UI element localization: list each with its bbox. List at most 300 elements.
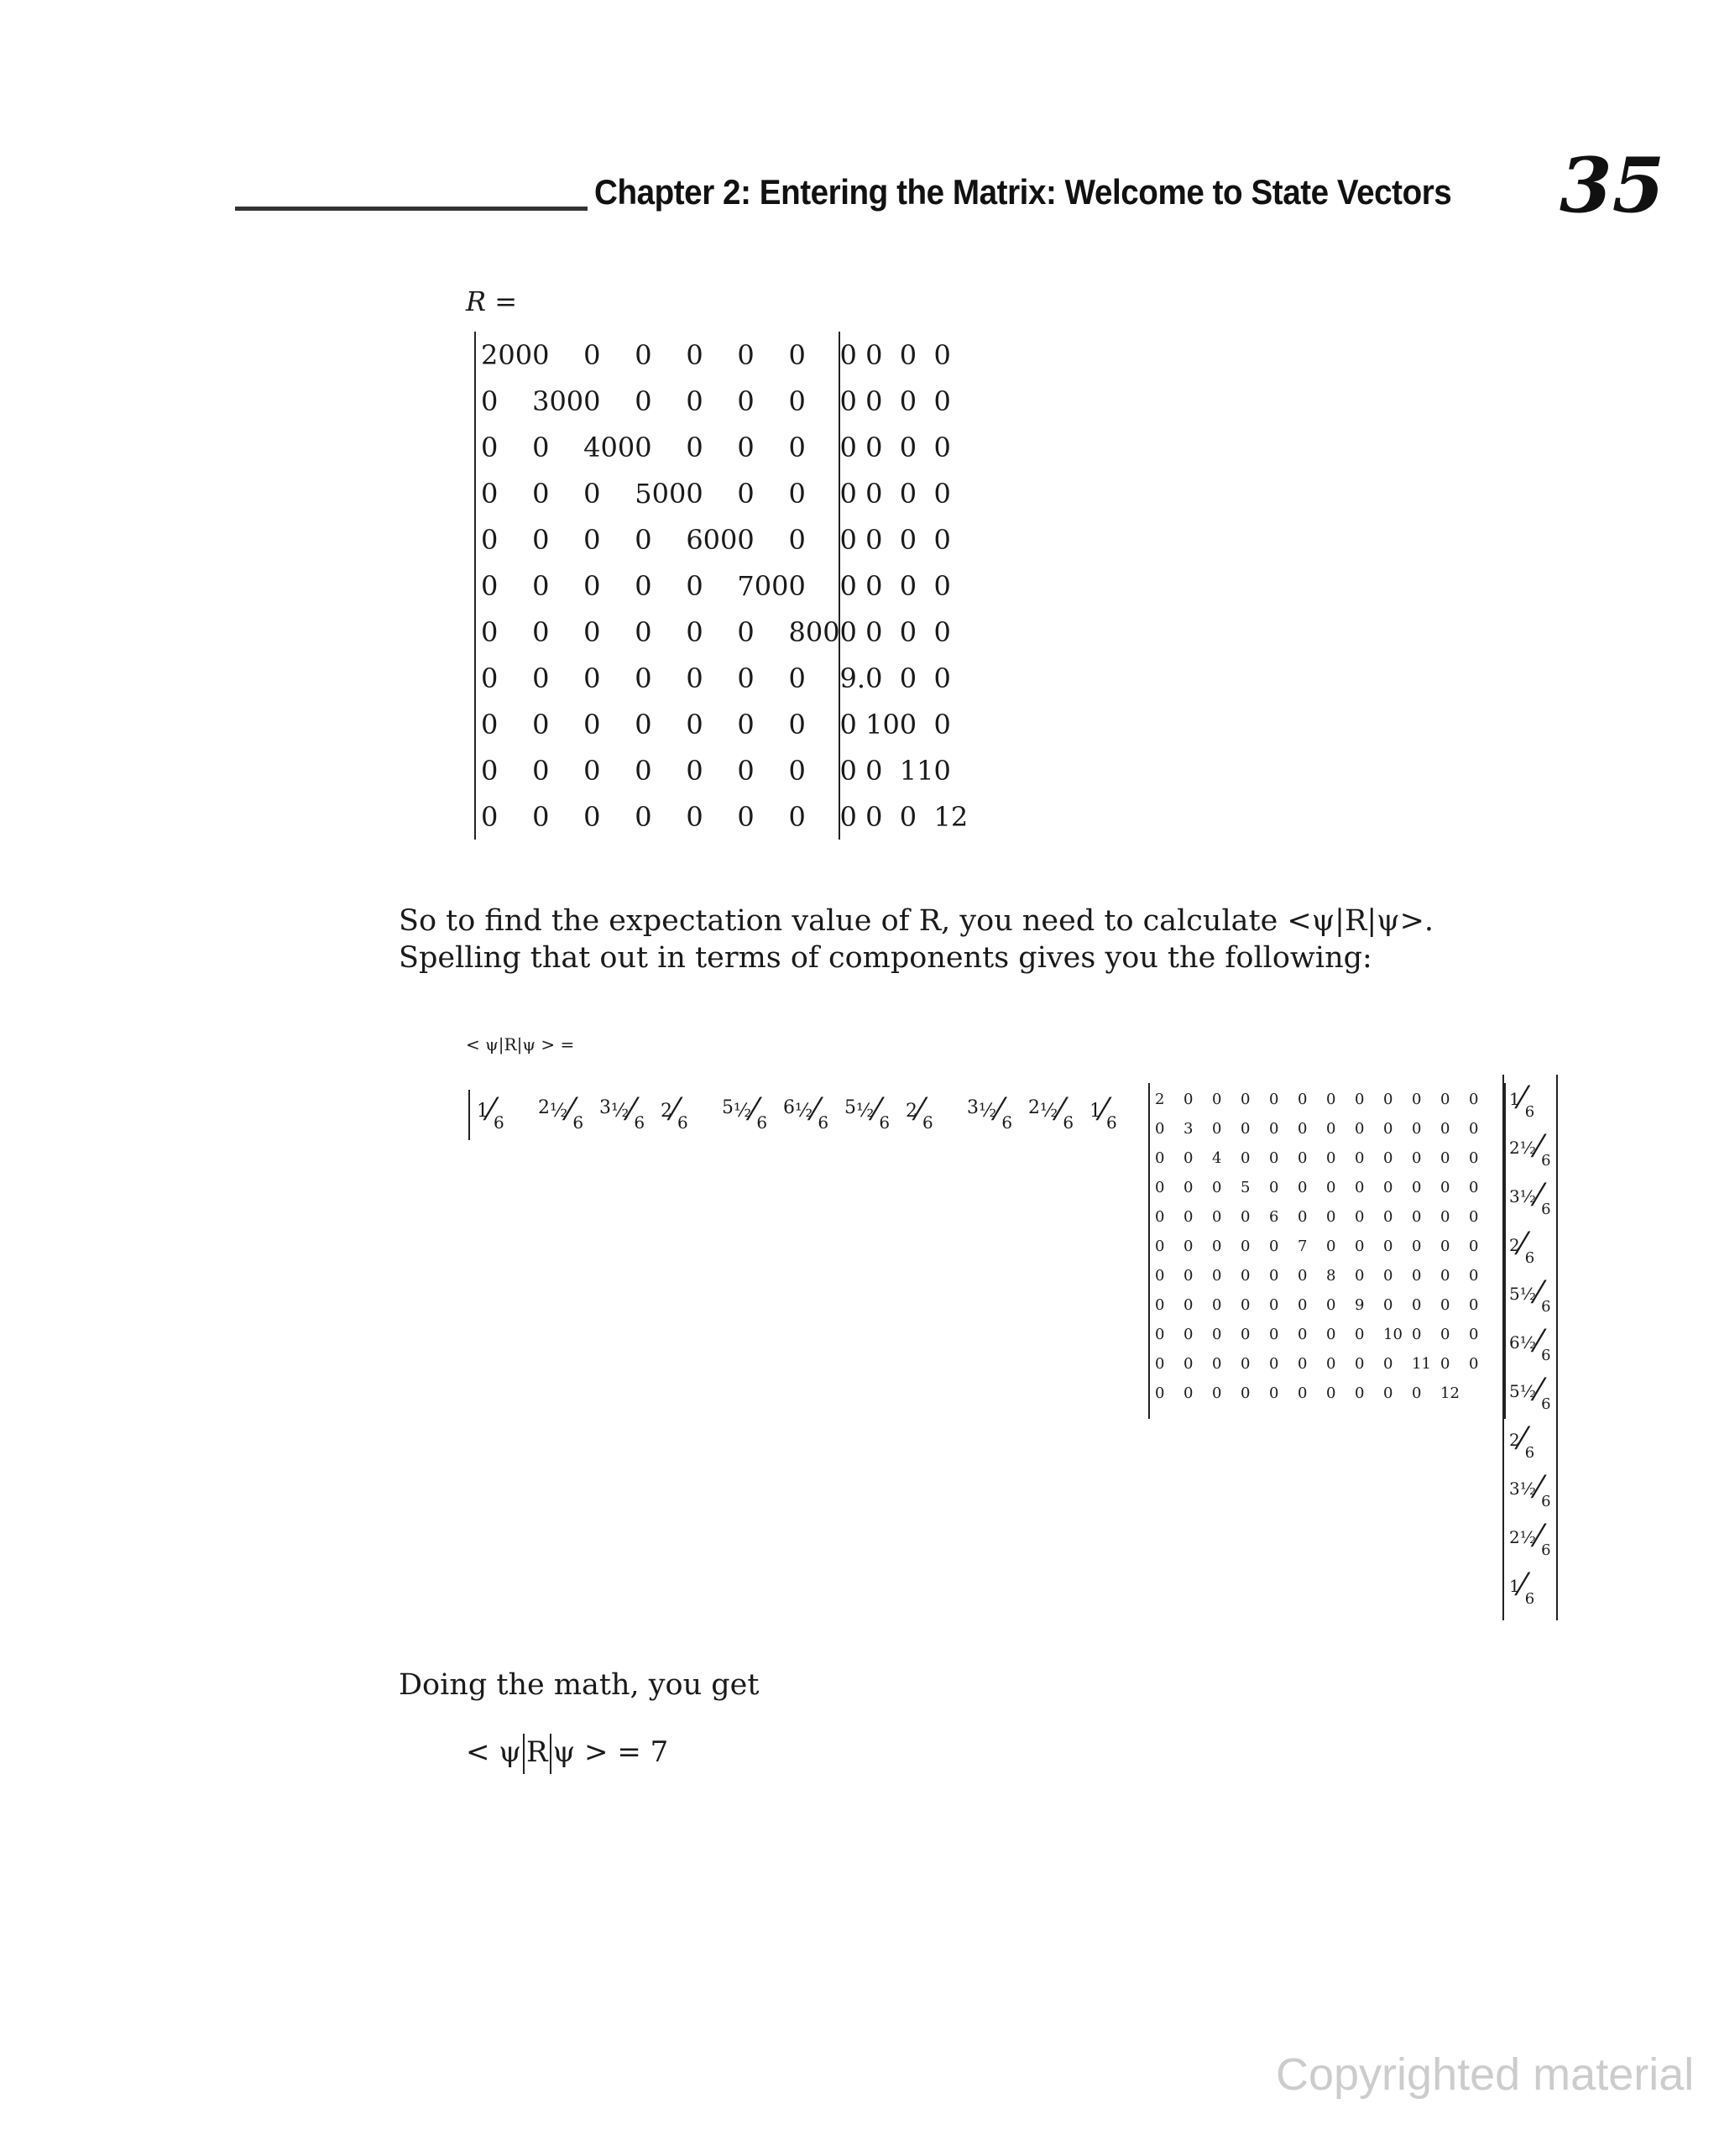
matrix-r-cell: 0 xyxy=(635,385,652,417)
bra-fraction-den: 6 xyxy=(1106,1112,1117,1133)
matrix-diagonal-cell: 0 xyxy=(1183,1384,1194,1402)
matrix-diagonal-cell: 0 xyxy=(1326,1384,1336,1402)
matrix-r-cell: 10 xyxy=(865,708,900,740)
matrix-diagonal-cell: 0 xyxy=(1269,1238,1279,1255)
matrix-r-cell: 0 xyxy=(788,477,806,510)
matrix-diagonal-cell: 0 xyxy=(1212,1238,1222,1255)
matrix-diagonal-cell: 10 xyxy=(1383,1326,1403,1343)
matrix-r-cell: 0 xyxy=(865,385,883,417)
matrix-diagonal-cell: 0 xyxy=(1241,1091,1251,1108)
matrix-r-cell: 0 xyxy=(899,615,917,648)
ket-fraction xyxy=(1509,1370,1551,1413)
matrix-diagonal-cell: 0 xyxy=(1269,1326,1279,1343)
matrix-diagonal-row xyxy=(1155,1202,1497,1232)
bra-fraction-num: 2 xyxy=(661,1101,672,1122)
ket-fraction-den: 6 xyxy=(1541,1201,1551,1218)
ket-fraction-slash: ⁄ xyxy=(1519,1422,1525,1457)
bra-fraction xyxy=(538,1090,584,1133)
ket-fraction-num: ½ xyxy=(1519,1527,1537,1547)
ket-fraction-num: 1 xyxy=(1509,1576,1520,1596)
matrix-r-cell: 200 xyxy=(481,338,533,371)
matrix-diagonal-cell: 0 xyxy=(1269,1384,1279,1402)
result-lhs: < ψ xyxy=(466,1735,521,1769)
matrix-r-cell: 0 xyxy=(583,708,601,740)
matrix-r-cell: 0 xyxy=(481,477,499,510)
bra-fraction-num: ½ xyxy=(979,1101,997,1122)
matrix-r-cell: 0 xyxy=(481,523,499,556)
matrix-r-cell: 0 xyxy=(583,800,601,833)
matrix-r-cell: 0 xyxy=(899,385,917,417)
matrix-diagonal-row xyxy=(1155,1114,1497,1143)
matrix-r-cell: 0 xyxy=(737,385,755,417)
ket-fraction-whole: 5 xyxy=(1509,1381,1520,1401)
matrix-r-cell: 0 xyxy=(933,615,951,648)
ket-fraction-den: 6 xyxy=(1524,1444,1535,1462)
bra-fraction xyxy=(661,1090,688,1133)
bra-fraction xyxy=(477,1090,504,1133)
matrix-r-row xyxy=(481,609,968,655)
matrix-r-cell: 0 xyxy=(635,569,652,602)
matrix-r-cell: 0 xyxy=(839,615,857,648)
bra-fraction xyxy=(1089,1090,1117,1133)
matrix-diagonal-cell: 0 xyxy=(1469,1120,1479,1138)
bra-fraction-num: ½ xyxy=(611,1101,630,1122)
matrix-r-cell: 0 xyxy=(865,569,883,602)
matrix-r-cell: 0 xyxy=(865,431,883,463)
matrix-diagonal-cell: 0 xyxy=(1469,1208,1479,1226)
bra-fraction xyxy=(967,1090,1013,1133)
matrix-diagonal-row xyxy=(1155,1261,1497,1290)
matrix-diagonal-row xyxy=(1155,1232,1497,1261)
matrix-r-cell: 300 xyxy=(532,385,584,417)
matrix-r-cell: 0 xyxy=(933,431,951,463)
ket-fraction-den: 6 xyxy=(1541,1493,1551,1510)
matrix-diagonal-cell: 0 xyxy=(1326,1296,1336,1314)
bra-fraction-whole: 2 xyxy=(1028,1097,1040,1118)
ket-fraction xyxy=(1509,1224,1535,1267)
matrix-r-label: R = xyxy=(466,285,518,317)
matrix-r-cell: 0 xyxy=(635,431,652,463)
matrix-r-cell: 0 xyxy=(933,569,951,602)
matrix-diagonal-cell: 0 xyxy=(1383,1091,1393,1108)
matrix-r-cell: 0 xyxy=(933,662,951,694)
matrix-r-cell: 0 xyxy=(899,338,917,371)
matrix-r-cell: 0 xyxy=(635,662,652,694)
matrix-r-cell: 0 xyxy=(788,800,806,833)
matrix-r-cell: 0 xyxy=(532,708,550,740)
matrix-diagonal-cell: 0 xyxy=(1155,1296,1165,1314)
ket-fraction-num: 1 xyxy=(1509,1089,1520,1109)
matrix-r-cell: 11 xyxy=(899,754,934,787)
matrix-r-cell: 0 xyxy=(899,800,917,833)
matrix-diagonal-cell: 0 xyxy=(1155,1267,1165,1285)
matrix-diagonal-cell: 0 xyxy=(1383,1384,1393,1402)
ket-fraction-num: ½ xyxy=(1519,1381,1537,1401)
bra-fraction-whole: 3 xyxy=(599,1097,611,1118)
result-bar-2 xyxy=(550,1734,551,1774)
matrix-diagonal-cell: 0 xyxy=(1469,1091,1479,1108)
matrix-r-cell: 0 xyxy=(532,662,550,694)
ket-fraction xyxy=(1509,1273,1551,1316)
header-rule xyxy=(235,207,588,211)
ket-fraction-num: ½ xyxy=(1519,1478,1537,1499)
matrix-r-cell: 0 xyxy=(686,662,703,694)
matrix-diagonal-cell: 0 xyxy=(1241,1149,1251,1167)
matrix-r-cell: 0 xyxy=(583,615,601,648)
matrix-diagonal-row xyxy=(1155,1379,1497,1408)
matrix-diagonal-cell: 0 xyxy=(1326,1355,1336,1373)
bra-fraction xyxy=(1028,1090,1074,1133)
ket-fraction xyxy=(1509,1468,1551,1510)
matrix-diagonal-cell: 0 xyxy=(1355,1384,1365,1402)
matrix-r-row xyxy=(481,424,968,470)
matrix-r-cell: 9. xyxy=(839,662,866,694)
matrix-r-cell: 0 xyxy=(899,708,917,740)
ket-fraction-den: 6 xyxy=(1541,1298,1551,1316)
matrix-diagonal-cell: 0 xyxy=(1412,1267,1422,1285)
matrix-diagonal-cell: 0 xyxy=(1383,1296,1393,1314)
matrix-r-cell: 0 xyxy=(839,338,857,371)
matrix-diagonal-cell: 0 xyxy=(1269,1267,1279,1285)
matrix-diagonal-cell: 0 xyxy=(1269,1149,1279,1167)
result-bar-1 xyxy=(523,1734,525,1774)
matrix-diagonal-row xyxy=(1155,1085,1497,1114)
matrix-r-cell: 0 xyxy=(839,385,857,417)
matrix-r-table xyxy=(481,332,968,840)
matrix-r-row xyxy=(481,563,968,609)
ket-fraction-den: 6 xyxy=(1524,1103,1535,1121)
matrix-diagonal-cell: 0 xyxy=(1183,1238,1194,1255)
ket-fraction-num: ½ xyxy=(1519,1332,1537,1353)
matrix-diagonal-cell: 0 xyxy=(1212,1179,1222,1196)
matrix-diagonal-cell: 0 xyxy=(1212,1267,1222,1285)
bra-fraction-num: 1 xyxy=(1089,1101,1101,1122)
matrix-diagonal-cell: 0 xyxy=(1212,1355,1222,1373)
matrix-diagonal-cell: 0 xyxy=(1183,1179,1194,1196)
bra-fraction-slash: ⁄ xyxy=(629,1093,635,1128)
matrix-r-row xyxy=(481,470,968,516)
matrix-diagonal-cell: 0 xyxy=(1298,1208,1308,1226)
matrix-diagonal-cell: 0 xyxy=(1355,1149,1365,1167)
chapter-title: Chapter 2: Entering the Matrix: Welcome to State Vectors xyxy=(594,172,1452,212)
matrix-r-cell: 0 xyxy=(635,338,652,371)
bra-fraction-den: 6 xyxy=(572,1112,584,1133)
matrix-diagonal-cell: 0 xyxy=(1440,1267,1450,1285)
matrix-diagonal-cell: 11 xyxy=(1412,1355,1431,1373)
page-number: 35 xyxy=(1560,141,1665,230)
matrix-diagonal-cell: 0 xyxy=(1183,1267,1194,1285)
bra-fraction xyxy=(722,1090,768,1133)
matrix-diagonal-cell: 2 xyxy=(1155,1091,1165,1108)
matrix-diagonal-cell: 0 xyxy=(1298,1091,1308,1108)
ket-fraction-slash: ⁄ xyxy=(1536,1130,1542,1164)
matrix-r-row xyxy=(481,378,968,424)
ket-fraction-num: ½ xyxy=(1519,1186,1537,1206)
matrix-r-cell: 0 xyxy=(737,431,755,463)
matrix-r-cell: 800 xyxy=(788,615,840,648)
ket-vector xyxy=(1502,1075,1558,1620)
bra-fraction-num: ½ xyxy=(550,1101,568,1122)
matrix-diagonal-cell: 0 xyxy=(1355,1355,1365,1373)
matrix-diagonal-cell: 0 xyxy=(1241,1267,1251,1285)
matrix-r-cell: 0 xyxy=(737,523,755,556)
matrix-diagonal-cell: 0 xyxy=(1440,1149,1450,1167)
bra-fraction-den: 6 xyxy=(756,1112,768,1133)
matrix-r-cell: 600 xyxy=(686,523,738,556)
matrix-r-cell: 0 xyxy=(788,754,806,787)
matrix-r-cell: 0 xyxy=(532,338,550,371)
matrix-diagonal-cell: 0 xyxy=(1241,1120,1251,1138)
matrix-r-cell: 0 xyxy=(899,662,917,694)
bra-fraction-num: 1 xyxy=(477,1101,489,1122)
matrix-r-cell: 0 xyxy=(788,569,806,602)
matrix-r-cell: 0 xyxy=(686,477,703,510)
matrix-r-row xyxy=(481,793,968,840)
matrix-r-row xyxy=(481,701,968,747)
matrix-r-cell: 0 xyxy=(788,523,806,556)
bra-fraction-whole: 3 xyxy=(967,1097,979,1118)
matrix-r-cell: 0 xyxy=(933,523,951,556)
bra-fraction-whole: 5 xyxy=(844,1097,856,1118)
matrix-diagonal-cell: 0 xyxy=(1212,1208,1222,1226)
matrix-r-cell: 0 xyxy=(686,338,703,371)
matrix-diagonal-cell: 0 xyxy=(1383,1179,1393,1196)
matrix-r-cell: 0 xyxy=(686,569,703,602)
matrix-r-cell: 0 xyxy=(899,523,917,556)
ket-fraction-whole: 2 xyxy=(1509,1138,1520,1158)
matrix-r-cell: 0 xyxy=(481,569,499,602)
matrix-diagonal-cell: 0 xyxy=(1241,1355,1251,1373)
matrix-diagonal-cell: 0 xyxy=(1183,1296,1194,1314)
matrix-diagonal-cell: 0 xyxy=(1326,1120,1336,1138)
matrix-r-cell: 0 xyxy=(686,800,703,833)
matrix-diagonal-cell: 0 xyxy=(1326,1238,1336,1255)
matrix-diagonal-cell: 0 xyxy=(1212,1091,1222,1108)
bra-fraction-num: 2 xyxy=(906,1101,917,1122)
matrix-r-cell: 0 xyxy=(686,615,703,648)
matrix-diagonal-cell: 0 xyxy=(1440,1238,1450,1255)
ket-fraction-whole: 6 xyxy=(1509,1332,1520,1353)
matrix-diagonal-cell: 0 xyxy=(1326,1179,1336,1196)
bra-fraction-slash: ⁄ xyxy=(489,1093,494,1128)
ket-fraction-slash: ⁄ xyxy=(1536,1471,1542,1505)
ket-fraction-slash: ⁄ xyxy=(1536,1179,1542,1213)
bra-fraction-num: ½ xyxy=(1040,1101,1058,1122)
matrix-r-row xyxy=(481,747,968,793)
matrix-r-cell: 0 xyxy=(839,569,857,602)
matrix-r-cell: 0 xyxy=(686,754,703,787)
matrix-diagonal-cell: 0 xyxy=(1155,1120,1165,1138)
matrix-r-cell: 0 xyxy=(481,708,499,740)
matrix-diagonal-cell: 0 xyxy=(1383,1208,1393,1226)
matrix-r-cell: 0 xyxy=(737,800,755,833)
matrix-r-cell: 0 xyxy=(635,523,652,556)
ket-fraction-slash: ⁄ xyxy=(1519,1568,1525,1603)
matrix-r-cell: 0 xyxy=(532,431,550,463)
matrix-r-cell: 0 xyxy=(737,754,755,787)
matrix-r-cell: 0 xyxy=(481,662,499,694)
bra-fraction xyxy=(844,1090,891,1133)
matrix-r-cell: 0 xyxy=(583,523,601,556)
bra-fraction-num: ½ xyxy=(795,1101,813,1122)
matrix-diagonal-cell: 0 xyxy=(1469,1267,1479,1285)
matrix-diagonal-cell: 0 xyxy=(1298,1296,1308,1314)
matrix-diagonal-cell: 0 xyxy=(1298,1355,1308,1373)
matrix-r-cell: 0 xyxy=(481,431,499,463)
matrix-r-cell: 0 xyxy=(933,477,951,510)
paragraph-result-intro: Doing the math, you get xyxy=(399,1668,760,1702)
matrix-diagonal-cell: 0 xyxy=(1212,1296,1222,1314)
matrix-diagonal-cell: 9 xyxy=(1355,1296,1365,1314)
matrix-diagonal-cell: 0 xyxy=(1412,1296,1422,1314)
matrix-r-cell: 0 xyxy=(583,662,601,694)
matrix-r-cell: 0 xyxy=(686,431,703,463)
matrix-r-cell: 0 xyxy=(788,338,806,371)
bra-fraction-den: 6 xyxy=(1001,1112,1013,1133)
ket-fraction xyxy=(1509,1127,1551,1170)
matrix-r-cell: 0 xyxy=(583,477,601,510)
bra-fraction-whole: 5 xyxy=(722,1097,734,1118)
bra-fraction-slash: ⁄ xyxy=(1058,1093,1063,1128)
matrix-r-cell: 0 xyxy=(839,523,857,556)
matrix-diagonal-cell: 0 xyxy=(1155,1179,1165,1196)
matrix-diagonal-cell: 0 xyxy=(1241,1296,1251,1314)
matrix-diagonal-cell: 0 xyxy=(1212,1120,1222,1138)
ket-fraction-num: 2 xyxy=(1509,1235,1520,1255)
matrix-diagonal-table xyxy=(1155,1085,1497,1408)
bra-fraction-den: 6 xyxy=(634,1112,645,1133)
matrix-diagonal-cell: 0 xyxy=(1183,1208,1194,1226)
matrix-diagonal xyxy=(1148,1083,1506,1419)
matrix-r-cell: 0 xyxy=(635,615,652,648)
matrix-diagonal-cell: 0 xyxy=(1183,1149,1194,1167)
matrix-diagonal-cell: 0 xyxy=(1355,1267,1365,1285)
ket-fraction-den: 6 xyxy=(1541,1395,1551,1413)
matrix-r-cell: 0 xyxy=(635,800,652,833)
matrix-diagonal-cell: 0 xyxy=(1269,1355,1279,1373)
matrix-diagonal-cell: 0 xyxy=(1412,1238,1422,1255)
matrix-r-cell: 0 xyxy=(865,800,883,833)
ket-fraction-den: 6 xyxy=(1524,1590,1535,1608)
matrix-r-cell: 0 xyxy=(933,708,951,740)
matrix-diagonal-row xyxy=(1155,1320,1497,1349)
bra-fraction-den: 6 xyxy=(879,1112,891,1133)
ket-fraction-den: 6 xyxy=(1524,1249,1535,1267)
matrix-r-cell: 0 xyxy=(583,754,601,787)
matrix-diagonal-cell: 8 xyxy=(1326,1267,1336,1285)
matrix-diagonal-cell: 0 xyxy=(1183,1091,1194,1108)
matrix-r-cell: 0 xyxy=(865,338,883,371)
matrix-diagonal-cell: 7 xyxy=(1298,1238,1308,1255)
matrix-r-row xyxy=(481,332,968,378)
matrix-r-cell: 0 xyxy=(583,338,601,371)
ket-fraction-slash: ⁄ xyxy=(1536,1520,1542,1554)
matrix-r-cell: 0 xyxy=(737,338,755,371)
paragraph-expectation: So to find the expectation value of R, you need to calculate <ψ|R|ψ>. Spelling that out in terms of components gives you the following: xyxy=(399,904,1434,975)
matrix-r-cell: 0 xyxy=(788,708,806,740)
matrix-r-cell: 0 xyxy=(583,385,601,417)
matrix-r-cell: 0 xyxy=(865,477,883,510)
matrix-diagonal-cell: 0 xyxy=(1326,1091,1336,1108)
matrix-r-cell: 400 xyxy=(583,431,635,463)
bra-fraction-num: ½ xyxy=(734,1101,752,1122)
matrix-diagonal-cell: 0 xyxy=(1269,1120,1279,1138)
watermark: Copyrighted material xyxy=(1276,2049,1695,2100)
matrix-diagonal-cell: 0 xyxy=(1440,1355,1450,1373)
matrix-r-cell: 0 xyxy=(839,708,857,740)
matrix-diagonal-cell: 0 xyxy=(1183,1355,1194,1373)
ket-fraction-num: ½ xyxy=(1519,1138,1537,1158)
matrix-diagonal-cell: 0 xyxy=(1183,1326,1194,1343)
matrix-diagonal-cell: 0 xyxy=(1155,1384,1165,1402)
matrix-r-cell: 0 xyxy=(865,523,883,556)
result-rhs: ψ > = 7 xyxy=(552,1735,669,1769)
bra-fraction xyxy=(906,1090,933,1133)
ket-fraction-num: 2 xyxy=(1509,1430,1520,1450)
matrix-r-cell: 0 xyxy=(865,754,883,787)
bra-vector xyxy=(468,1090,1146,1140)
ket-fraction-slash: ⁄ xyxy=(1519,1081,1525,1116)
matrix-diagonal-cell: 0 xyxy=(1355,1208,1365,1226)
matrix-diagonal-cell: 0 xyxy=(1383,1267,1393,1285)
expression-label: < ψ|R|ψ > = xyxy=(466,1034,575,1054)
ket-fraction-slash: ⁄ xyxy=(1536,1276,1542,1311)
matrix-r-cell: 0 xyxy=(899,569,917,602)
matrix-diagonal-cell: 0 xyxy=(1412,1179,1422,1196)
bra-fraction-den: 6 xyxy=(1063,1112,1074,1133)
bra-fraction-num: ½ xyxy=(856,1101,875,1122)
bra-fraction-slash: ⁄ xyxy=(1101,1093,1107,1128)
matrix-diagonal-cell: 0 xyxy=(1412,1208,1422,1226)
matrix-diagonal-cell: 0 xyxy=(1412,1384,1422,1402)
bra-fraction-slash: ⁄ xyxy=(567,1093,573,1128)
matrix-r-cell: 0 xyxy=(635,708,652,740)
matrix-diagonal-cell: 0 xyxy=(1412,1091,1422,1108)
bra-fraction-whole: 2 xyxy=(538,1097,550,1118)
matrix-r-cell: 0 xyxy=(899,477,917,510)
ket-fraction xyxy=(1509,1321,1551,1364)
matrix-r-cell: 0 xyxy=(933,385,951,417)
ket-fraction-whole: 2 xyxy=(1509,1527,1520,1547)
matrix-r-cell: 0 xyxy=(839,477,857,510)
matrix-diagonal-cell: 0 xyxy=(1440,1179,1450,1196)
matrix-diagonal-cell: 0 xyxy=(1298,1120,1308,1138)
bra-fraction-slash: ⁄ xyxy=(996,1093,1002,1128)
bra-fraction-den: 6 xyxy=(818,1112,829,1133)
matrix-r-cell: 500 xyxy=(635,477,687,510)
matrix-diagonal-cell: 0 xyxy=(1355,1238,1365,1255)
matrix-r-cell: 0 xyxy=(481,385,499,417)
matrix-diagonal-cell: 0 xyxy=(1469,1296,1479,1314)
matrix-diagonal-cell: 0 xyxy=(1241,1384,1251,1402)
bra-fraction-slash: ⁄ xyxy=(917,1093,923,1128)
matrix-r-cell: 0 xyxy=(839,754,857,787)
ket-fraction-slash: ⁄ xyxy=(1536,1325,1542,1359)
matrix-diagonal-cell: 0 xyxy=(1355,1091,1365,1108)
matrix-r-cell: 0 xyxy=(686,708,703,740)
bra-fraction-slash: ⁄ xyxy=(874,1093,880,1128)
matrix-diagonal-cell: 0 xyxy=(1298,1267,1308,1285)
ket-fraction-whole: 3 xyxy=(1509,1186,1520,1206)
matrix-r-cell: 0 xyxy=(532,615,550,648)
matrix-diagonal-cell: 0 xyxy=(1326,1208,1336,1226)
ket-fraction xyxy=(1509,1516,1551,1559)
matrix-diagonal-cell: 5 xyxy=(1241,1179,1251,1196)
matrix-diagonal-cell: 0 xyxy=(1355,1120,1365,1138)
matrix-diagonal-cell: 0 xyxy=(1155,1326,1165,1343)
matrix-diagonal-cell: 0 xyxy=(1155,1149,1165,1167)
matrix-diagonal-cell: 0 xyxy=(1298,1179,1308,1196)
